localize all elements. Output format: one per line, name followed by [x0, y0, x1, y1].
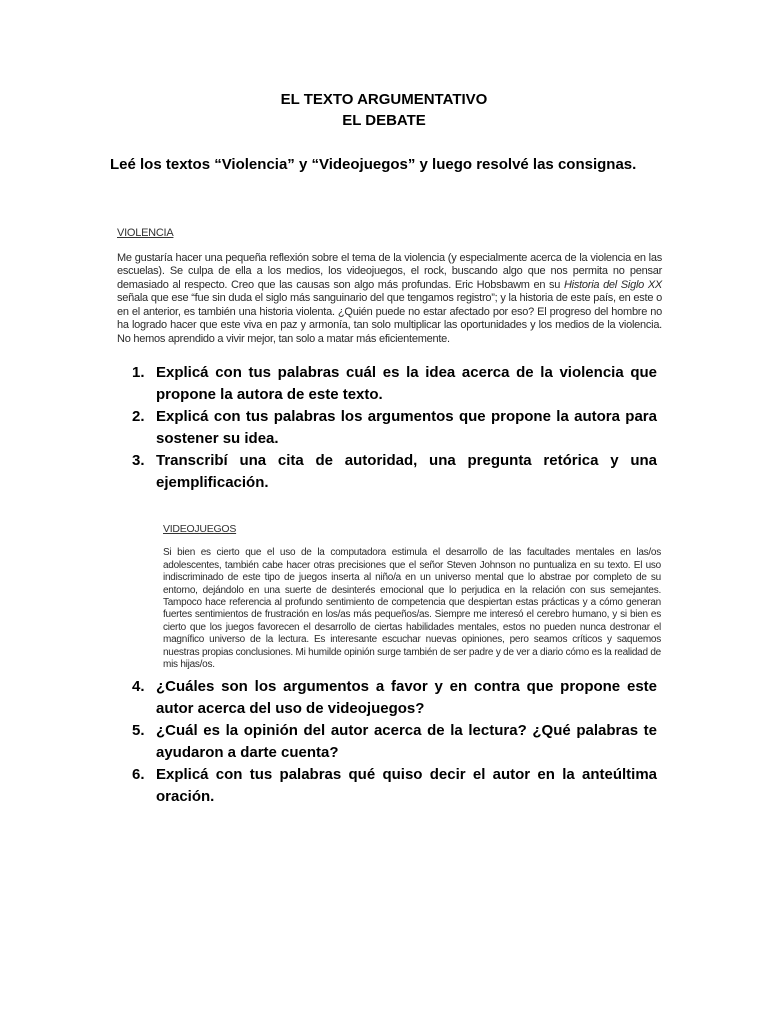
question-item [110, 720, 657, 764]
document-title: EL TEXTO ARGUMENTATIVO [280, 91, 488, 108]
question-item [110, 676, 657, 720]
question-item [110, 764, 657, 808]
question-text: Explicá con tus palabras los argumentos que propone la autora para sostener su idea. [156, 408, 657, 447]
question-item [110, 406, 657, 450]
question-text: Transcribí una cita de autoridad, una pregunta retórica y una ejemplificación. [156, 452, 657, 491]
videojuegos-paragraph: Si bien es cierto que el uso de la computadora estimula el desarrollo de las facultades mentales en las/os adolescentes, también cabe hacer otras precisiones que el señor Steven Johnson no puntualiza en su texto. El uso indiscriminado de este tipo de juegos inserta al niño/a en un universo mental que lo abstrae por completo de su entorno, dejándolo en una suerte de desinterés emocional que lo perjudica en la relación con sus semejantes. Tampoco hace referencia al profundo sentimiento de competencia que despiertan estas prácticas y a cómo generan fuertes sentimientos de frustración en los/as más pequeños/as. Siempre me interesó el cerebro humano, y si bien es cierto que los juegos favorecen el desarrollo de ciertas habilidades mentales, estos no pueden nunca destronar el magnífico universo de la lectura. Es interesante escuchar nuevas opiniones, pero seamos críticos y saquemos nuestras propias conclusiones. Mi humilde opinión surge también de ser padre y de ver a diario cómo es la realidad de mis hijas/os. [163, 547, 661, 671]
violencia-heading: VIOLENCIA [117, 227, 174, 239]
question-text: Explicá con tus palabras qué quiso decir el autor en la anteúltima oración. [156, 766, 657, 805]
violencia-paragraph [117, 252, 662, 347]
question-number: 4. [132, 678, 145, 695]
question-text: ¿Cuáles son los argumentos a favor y en contra que propone este autor acerca del uso de videojuegos? [156, 678, 657, 717]
question-item [110, 450, 657, 494]
question-text: Explicá con tus palabras cuál es la idea acerca de la violencia que propone la autora de este texto. [156, 364, 657, 403]
violencia-text-part1: Me gustaría hacer una pequeña reflexión sobre el tema de la violencia (y especialmente acerca de la violencia en las escuelas). Se culpa de ella a los medios, los videojuegos, el rock, buscando algo que nos permita no pensar demasiado al respecto. Creo que las causas son algo más profundas. Eric Hobsbawm en su [117, 251, 662, 291]
videojuegos-heading: VIDEOJUEGOS [163, 523, 237, 535]
question-item [110, 362, 657, 406]
question-number: 1. [132, 364, 145, 381]
question-number: 6. [132, 766, 145, 783]
videojuegos-text-image [163, 523, 661, 671]
question-number: 3. [132, 452, 145, 469]
questions-list-videojuegos [110, 676, 657, 808]
question-number: 5. [132, 722, 145, 739]
violencia-book-title: Historia del Siglo XX [563, 278, 662, 291]
question-number: 2. [132, 408, 145, 425]
violencia-text-part2: señala que ese “fue sin duda el siglo más sanguinario del que tengamos registro”; y la historia de este país, en este o en el anterior, es también una historia violenta. ¿Quién puede no estar afectado por eso? El progreso del hombre no ha logrado hacer que este viva en paz y armonía, tan solo multiplicar las oportunidades y los medios de la violencia. No hemos aprendido a vivir mejor, tan solo a matar más eficientemente. [117, 292, 662, 345]
document-subtitle: EL DEBATE [342, 112, 426, 129]
questions-list-violencia [110, 362, 657, 494]
violencia-text-image [117, 227, 662, 346]
intro-instructions: Leé los textos “Violencia” y “Videojuegos” y luego resolvé las consignas. [110, 156, 637, 173]
question-text: ¿Cuál es la opinión del autor acerca de la lectura? ¿Qué palabras te ayudaron a darte cuenta? [156, 722, 657, 761]
